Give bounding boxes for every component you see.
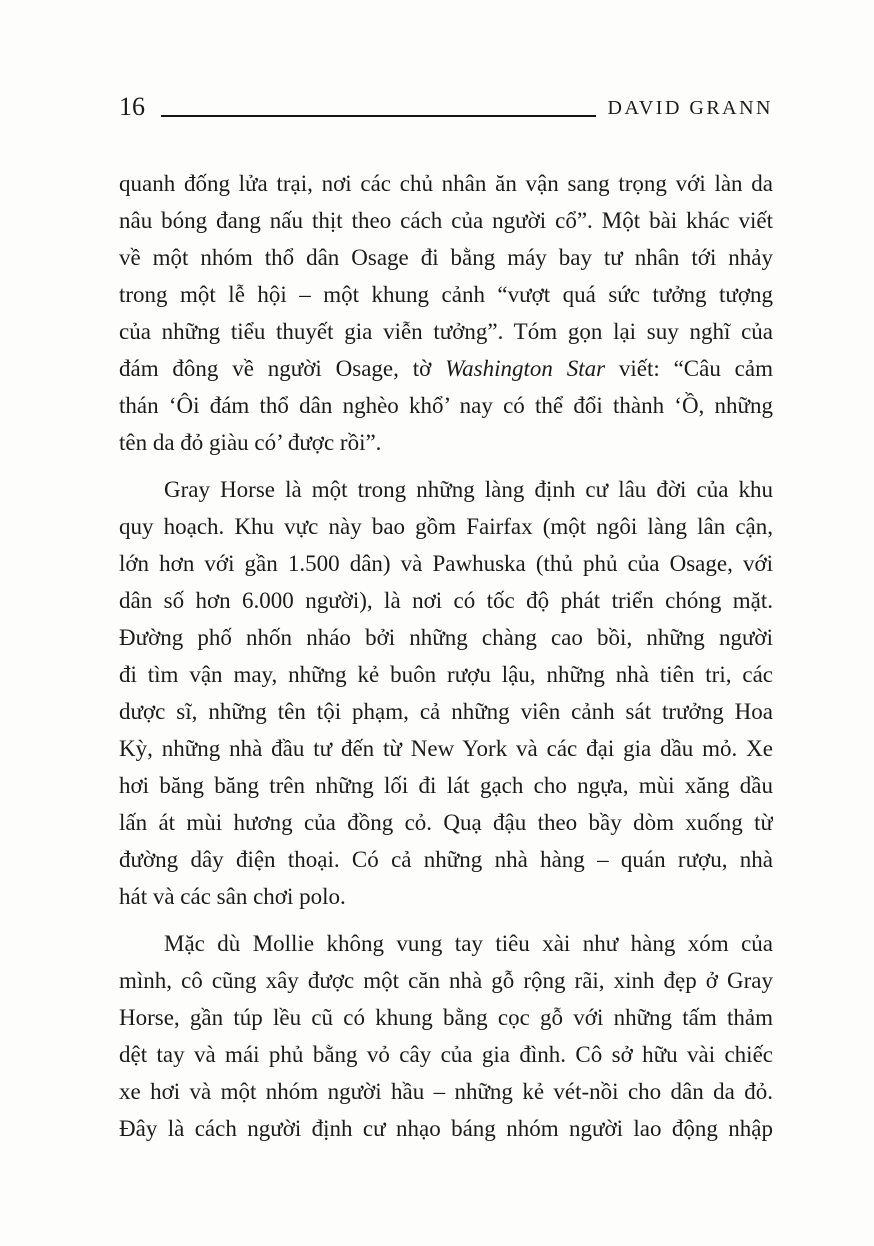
text-line: Đây là cách người định cư nhạo báng nhóm người lao động nhập [119,1116,773,1141]
text-line: đường dây điện thoại. Có cả những nhà hàng – quán rượu, nhà [119,847,773,872]
text-line: lớn hơn với gần 1.500 dân) và Pawhuska (thủ phủ của Osage, với [119,551,773,576]
text-line: nâu bóng đang nấu thịt theo cách của người cổ”. Một bài khác viết [119,208,773,233]
text-line: dân số hơn 6.000 người), là nơi có tốc độ phát triển chóng mặt. [119,588,773,613]
text-line: tên da đỏ giàu có’ được rồi”. [119,430,382,455]
header-rule [161,115,596,117]
text-line: về một nhóm thổ dân Osage đi bằng máy bay tư nhân tới nhảy [119,245,773,270]
text-line: hát và các sân chơi polo. [119,884,346,909]
running-head-author: DAVID GRANN [607,97,773,119]
text-line: Kỳ, những nhà đầu tư đến từ New York và các đại gia dầu mỏ. Xe [119,736,773,761]
text-line: hơi băng băng trên những lối đi lát gạch cho ngựa, mùi xăng dầu [119,773,773,798]
paragraph [119,925,773,1147]
text-line: dược sĩ, những tên tội phạm, cả những viên cảnh sát trưởng Hoa [119,699,773,724]
page-body [119,165,773,1147]
text-line: xe hơi và một nhóm người hầu – những kẻ vét-nồi cho dân da đỏ. [119,1079,773,1104]
text-line: quy hoạch. Khu vực này bao gồm Fairfax (một ngôi làng lân cận, [119,514,773,539]
text-line: đi tìm vận may, những kẻ buôn rượu lậu, những nhà tiên tri, các [119,662,773,687]
text-line: lấn át mùi hương của đồng cỏ. Quạ đậu theo bầy dòm xuống từ [119,810,773,835]
text-line: mình, cô cũng xây được một căn nhà gỗ rộng rãi, xinh đẹp ở Gray [119,968,773,993]
text-line: đám đông về người Osage, tờ Washington Star viết: “Câu cảm [119,356,773,381]
paragraph [119,165,773,461]
page-header [119,92,773,122]
text-line: Gray Horse là một trong những làng định cư lâu đời của khu [164,477,773,502]
paragraph [119,471,773,915]
text-line: của những tiểu thuyết gia viễn tưởng”. Tóm gọn lại suy nghĩ của [119,319,773,344]
page-number: 16 [119,92,145,121]
text-line: quanh đống lửa trại, nơi các chủ nhân ăn vận sang trọng với làn da [119,171,773,196]
text-line: dệt tay và mái phủ bằng vỏ cây của gia đình. Cô sở hữu vài chiếc [119,1042,773,1067]
text-line: Mặc dù Mollie không vung tay tiêu xài như hàng xóm của [164,931,773,956]
text-line: Horse, gần túp lều cũ có khung bằng cọc gỗ với những tấm thảm [119,1005,773,1030]
text-line: trong một lễ hội – một khung cảnh “vượt quá sức tưởng tượng [119,282,773,307]
text-line: thán ‘Ôi đám thổ dân nghèo khổ’ nay có thể đổi thành ‘Ồ, những [119,393,773,418]
text-line: Đường phố nhốn nháo bởi những chàng cao bồi, những người [119,625,773,650]
